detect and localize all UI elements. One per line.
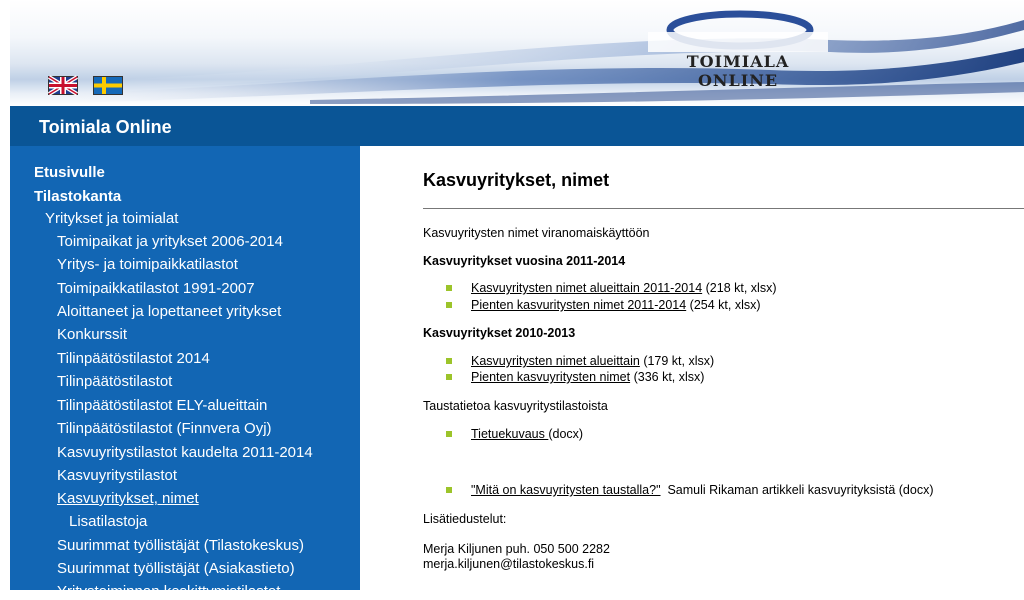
intro-text: Kasvuyritysten nimet viranomaiskäyttöön xyxy=(423,226,650,240)
sidebar-item[interactable]: Yritystoiminnan keskittymistilastot xyxy=(57,583,281,600)
download-link[interactable]: Kasvuyritysten nimet alueittain xyxy=(471,354,640,368)
sidebar-item[interactable]: Tilastokanta xyxy=(34,188,122,205)
sweden-flag-icon[interactable] xyxy=(93,76,123,95)
logo-text: TOIMIALA ONLINE xyxy=(686,52,790,90)
title-divider xyxy=(423,208,1024,209)
sidebar-item[interactable]: Tilinpäätöstilastot 2014 xyxy=(57,350,210,367)
list-item xyxy=(471,298,761,312)
record-description-link[interactable]: Tietuekuvaus xyxy=(471,427,549,441)
logo-swoosh-icon xyxy=(648,6,828,52)
contact-label: Lisätiedustelut: xyxy=(423,512,507,526)
sidebar-item[interactable]: Tilinpäätöstilastot xyxy=(57,373,173,390)
list-item xyxy=(471,354,714,368)
sidebar-item[interactable]: Kasvuyritykset, nimet xyxy=(57,490,199,507)
download-link[interactable]: Pienten kasvuritysten nimet 2011-2014 xyxy=(471,298,687,312)
site-title[interactable]: Toimiala Online xyxy=(39,117,172,137)
file-info: (254 kt, xlsx) xyxy=(686,298,761,312)
file-info: (218 kt, xlsx) xyxy=(702,281,777,295)
bullet-icon xyxy=(446,431,452,437)
background-heading: Taustatietoa kasvuyritystilastoista xyxy=(423,399,608,413)
main-content xyxy=(360,146,1024,590)
banner-swoosh-graphic xyxy=(10,0,1024,106)
section-heading-2010-2013: Kasvuyritykset 2010-2013 xyxy=(423,326,576,340)
bullet-icon xyxy=(446,285,452,291)
sidebar-item[interactable]: Tilinpäätöstilastot ELY-alueittain xyxy=(57,397,268,414)
header-banner xyxy=(10,0,1024,106)
list-item xyxy=(471,483,934,497)
download-link[interactable]: Kasvuyritysten nimet alueittain 2011-2014 xyxy=(471,281,703,295)
article-link[interactable]: "Mitä on kasvuyritysten taustalla?" xyxy=(471,483,661,497)
bullet-icon xyxy=(446,302,452,308)
bullet-icon xyxy=(446,358,452,364)
contact-email: merja.kiljunen@tilastokeskus.fi xyxy=(423,557,595,571)
section-heading-2011-2014: Kasvuyritykset vuosina 2011-2014 xyxy=(423,254,626,268)
page-title: Kasvuyritykset, nimet xyxy=(423,170,610,190)
bullet-icon xyxy=(446,487,452,493)
list-item xyxy=(471,281,776,295)
download-link[interactable]: Pienten kasvuyritysten nimet xyxy=(471,370,631,384)
uk-flag-graphic xyxy=(49,77,77,94)
sidebar-item[interactable]: Etusivulle xyxy=(34,164,105,181)
bullet-icon xyxy=(446,374,452,380)
sidebar-item[interactable]: Yritys- ja toimipaikkatilastot xyxy=(57,256,238,273)
sidebar-item[interactable]: Aloittaneet ja lopettaneet yritykset xyxy=(57,303,282,320)
sidebar-item[interactable]: Kasvuyritystilastot kaudelta 2011-2014 xyxy=(57,444,313,461)
file-info: Samuli Rikaman artikkeli kasvuyrityksistä (docx) xyxy=(660,483,934,497)
contact-name-phone: Merja Kiljunen puh. 050 500 2282 xyxy=(423,542,610,556)
sidebar-item[interactable]: Konkurssit xyxy=(57,326,128,343)
file-info: (336 kt, xlsx) xyxy=(630,370,705,384)
file-info: (179 kt, xlsx) xyxy=(639,354,715,368)
list-item xyxy=(471,370,704,384)
list-item xyxy=(471,427,583,441)
sidebar-item[interactable]: Suurimmat työllistäjät (Tilastokeskus) xyxy=(57,537,305,554)
sidebar-item[interactable]: Lisatilastoja xyxy=(69,513,148,530)
sweden-flag-graphic xyxy=(94,77,122,94)
sidebar-item[interactable]: Toimipaikat ja yritykset 2006-2014 xyxy=(57,233,283,250)
site-title-bar xyxy=(10,106,1024,146)
sidebar-item[interactable]: Kasvuyritystilastot xyxy=(57,467,178,484)
sidebar-item[interactable]: Suurimmat työllistäjät (Asiakastieto) xyxy=(57,560,295,577)
sidebar-item[interactable]: Tilinpäätöstilastot (Finnvera Oyj) xyxy=(57,420,272,437)
file-info: (docx) xyxy=(548,427,584,441)
sidebar-item[interactable]: Yritykset ja toimialat xyxy=(45,210,179,227)
sidebar-nav xyxy=(10,146,360,600)
toimiala-logo[interactable] xyxy=(648,6,828,90)
sidebar-item[interactable]: Toimipaikkatilastot 1991-2007 xyxy=(57,280,255,297)
uk-flag-icon[interactable] xyxy=(48,76,78,95)
